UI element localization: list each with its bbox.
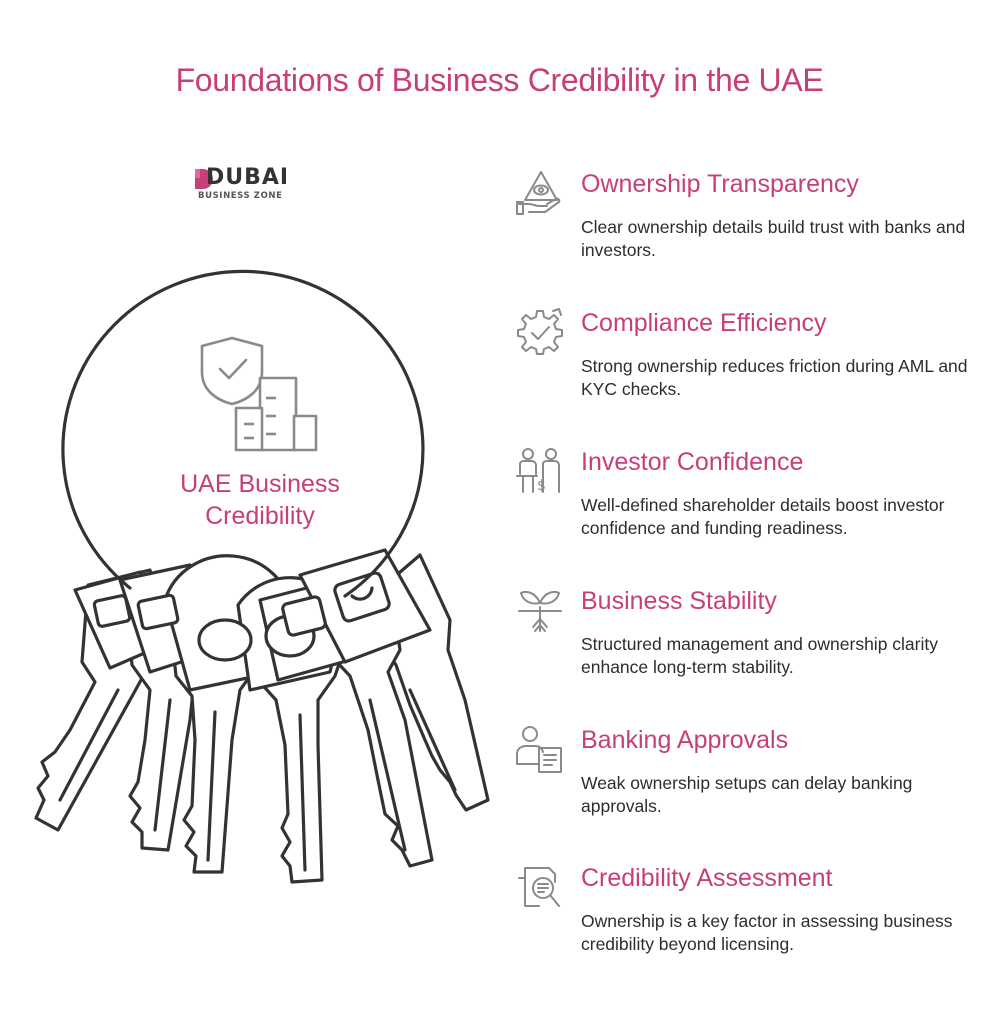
magnifier-document-icon (515, 862, 565, 912)
center-label (150, 468, 370, 532)
logo-word: DUBAI (206, 165, 290, 190)
eye-in-hand-icon (515, 168, 565, 218)
item-title: Ownership Transparency (581, 170, 859, 198)
item-title: Business Stability (581, 587, 777, 615)
item-desc: Clear ownership details build trust with banks and investors. (581, 217, 966, 260)
item-title: Credibility Assessment (581, 864, 833, 892)
item-desc: Well-defined shareholder details boost investor confidence and funding readiness. (581, 495, 945, 538)
item-title: Compliance Efficiency (581, 309, 827, 337)
person-document-icon (515, 724, 565, 774)
page-title: Foundations of Business Credibility in the UAE (175, 62, 824, 98)
keyring-illustration (0, 240, 500, 900)
center-label-line2: Credibility (205, 502, 315, 530)
dubai-business-zone-logo (192, 166, 302, 206)
center-label-line1: UAE Business (180, 470, 340, 498)
investors-icon (515, 446, 565, 496)
svg-text:$: $ (537, 478, 546, 494)
shield-check-icon (202, 338, 262, 404)
item-desc: Weak ownership setups can delay banking approvals. (581, 773, 913, 816)
item-desc: Strong ownership reduces friction during AML and KYC checks. (581, 356, 968, 399)
sprout-icon (515, 585, 565, 635)
item-title: Investor Confidence (581, 448, 804, 476)
item-desc: Structured management and ownership clarity enhance long-term stability. (581, 634, 938, 677)
gear-check-icon (515, 307, 565, 357)
logo-subtitle: BUSINESS ZONE (198, 191, 283, 201)
item-title: Banking Approvals (581, 726, 789, 754)
item-desc: Ownership is a key factor in assessing business credibility beyond licensing. (581, 911, 953, 954)
